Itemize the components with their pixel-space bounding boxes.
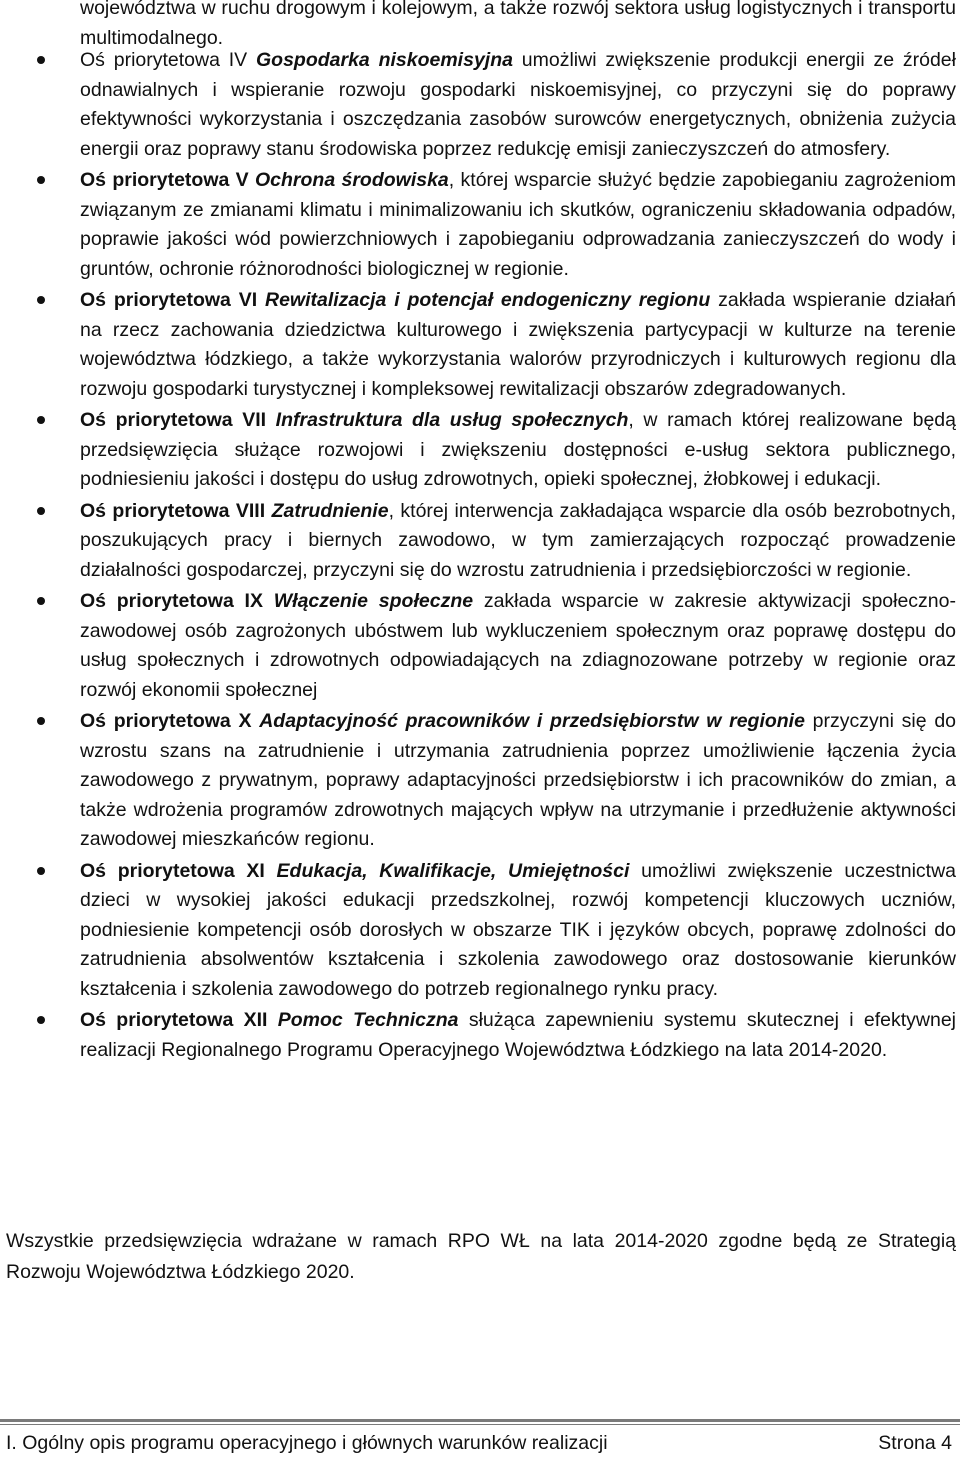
list-item xyxy=(0,46,956,164)
axis-title: Adaptacyjność pracowników i przedsiębiorstw w regionie xyxy=(259,710,805,732)
axis-description: służąca zapewnieniu systemu skutecznej i efektywnej realizacji Regionalnego Programu Operacyjnego Województwa Łódzkiego na lata 2014-2020. xyxy=(80,1009,956,1061)
axis-title: Gospodarka niskoemisyjna xyxy=(255,49,513,71)
axis-label: Oś priorytetowa V xyxy=(80,169,249,191)
axis-description: zakłada wsparcie w zakresie aktywizacji społeczno-zawodowej osób zagrożonych ubóstwem lub wykluczeniem społecznym oraz poprawę dostępu do usług społecznych i zdrowotnych odpowiadających na zdiagnozowane potrzeby w regionie oraz rozwój ekonomii społecznej xyxy=(80,590,956,701)
axis-label: Oś priorytetowa IX xyxy=(80,590,263,612)
axis-title: Pomoc Techniczna xyxy=(277,1009,459,1031)
bullet-icon xyxy=(37,176,45,184)
axis-description: , której wsparcie służyć będzie zapobieganiu zagrożeniom związanym ze zmianami klimatu i minimalizowaniu ich skutków, ograniczeniu składowania odpadów, poprawie jakości wód powierzchniowych i zapobieganiu odprowadzania zanieczyszczeń do wody i gruntów, ochronie różnorodności biologicznej w regionie. xyxy=(80,169,957,280)
axis-title: Infrastruktura dla usług społecznych xyxy=(275,409,629,431)
axis-description: zakłada wspieranie działań na rzecz zachowania dziedzictwa kulturowego i zwiększenia partycypacji w kulturze na terenie województwa łódzkiego, a także wykorzystania walorów przyrodniczych i kulturowych regionu dla rozwoju gospodarki turystycznej i kompleksowej rewitalizacji obszarów zdegradowanych. xyxy=(80,289,957,400)
list-item xyxy=(0,166,956,284)
list-item xyxy=(0,1006,956,1065)
axis-title: Edukacja, Kwalifikacje, Umiejętności xyxy=(276,859,630,882)
bullet-icon xyxy=(37,507,45,515)
bullet-icon xyxy=(37,867,45,875)
axis-label: Oś priorytetowa X xyxy=(80,710,252,732)
list-item xyxy=(0,406,956,495)
axis-description: umożliwi zwiększenie produkcji energii ze źródeł odnawialnych i wspieranie rozwoju gospodarki niskoemisyjnej, co przyczyni się do poprawy efektywności wykorzystania i oszczędzania zasobów surowców energetycznych, obniżenia zużycia energii oraz poprawy stanu środowiska poprzez redukcję emisji zanieczyszczeń do atmosfery. xyxy=(80,49,956,160)
axis-description: przyczyni się do wzrostu szans na zatrudnienie i utrzymania zatrudnienia poprzez umożliwienie łączenia życia zawodowego z prywatnym, poprawy adaptacyjności przedsiębiorstw i ich pracowników do zmian, a także wdrożenia programów zdrowotnych mających wpływ na utrzymanie i przedłużenie aktywności zawodowej mieszkańców regionu. xyxy=(80,710,957,850)
footer-divider xyxy=(0,1419,960,1422)
list-item xyxy=(0,587,956,705)
summary-paragraph: Wszystkie przedsięwzięcia wdrażane w ramach RPO WŁ na lata 2014-2020 zgodne będą ze Strategią Rozwoju Województwa Łódzkiego 2020. xyxy=(6,1230,956,1283)
bullet-icon xyxy=(37,296,45,304)
axis-label: Oś priorytetowa VI xyxy=(80,289,258,311)
continuation-paragraph: województwa w ruchu drogowym i kolejowym, a także rozwój sektora usług logistycznych i transportu multimodalnego. xyxy=(80,0,956,49)
footer-divider-thin xyxy=(0,1424,960,1425)
axis-label: Oś priorytetowa IV xyxy=(80,49,248,71)
page-number: Strona 4 xyxy=(878,1432,952,1454)
list-item xyxy=(0,707,956,855)
list-item xyxy=(0,286,956,404)
axis-label: Oś priorytetowa XI xyxy=(80,859,265,882)
bullet-icon xyxy=(37,1016,45,1024)
axis-label: Oś priorytetowa VII xyxy=(80,409,267,431)
axis-label: Oś priorytetowa VIII xyxy=(80,499,266,522)
axis-title: Zatrudnienie xyxy=(271,499,389,522)
axis-label: Oś priorytetowa XII xyxy=(80,1009,268,1031)
axis-description: , której interwencja zakładająca wsparcie dla osób bezrobotnych, poszukujących pracy i biernych zawodowo, w tym zamierzających rozpocząć prowadzenie działalności gospodarczej, przyczyni się do wzrostu zatrudnienia i przedsiębiorczości w regionie. xyxy=(80,499,956,581)
bullet-icon xyxy=(37,717,45,725)
bullet-icon xyxy=(37,416,45,424)
axis-description: , w ramach której realizowane będą przedsięwzięcia służące rozwojowi i zwiększeniu dostępności e-usług sektora publicznego, podniesieniu jakości i dostępu do usług zdrowotnych, opieki społecznej, żłobkowej i edukacji. xyxy=(80,409,956,490)
list-item xyxy=(0,497,956,586)
bullet-icon xyxy=(37,597,45,605)
bullet-icon xyxy=(37,56,45,64)
priority-axes-list xyxy=(0,46,956,1067)
footer-section-title: I. Ogólny opis programu operacyjnego i głównych warunków realizacji xyxy=(6,1432,608,1454)
axis-title: Ochrona środowiska xyxy=(255,169,449,191)
axis-title: Włączenie społeczne xyxy=(273,590,474,612)
axis-title: Rewitalizacja i potencjał endogeniczny regionu xyxy=(264,289,711,311)
list-item xyxy=(0,857,956,1005)
axis-description: umożliwi zwiększenie uczestnictwa dzieci w wysokiej jakości edukacji przedszkolnej, rozwój kompetencji kluczowych uczniów, podniesienie kompetencji osób dorosłych w obszarze TIK i języków obcych, poprawę zdolności do zatrudnienia absolwentów kształcenia i szkolenia zawodowego oraz dostosowanie kierunków kształcenia i szkolenia zawodowego do potrzeb regionalnego rynku pracy. xyxy=(80,859,956,1000)
